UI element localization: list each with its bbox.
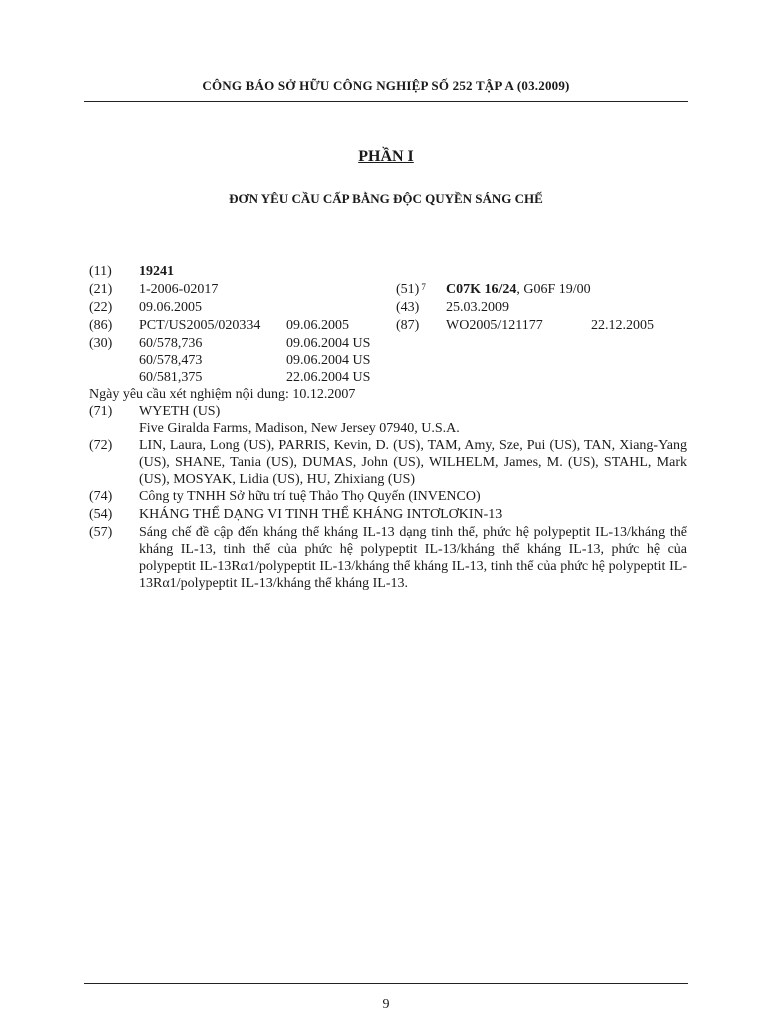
footer-divider	[84, 983, 688, 984]
field-74-code: (74)	[89, 489, 113, 504]
field-51-code-text: (51)	[396, 282, 420, 297]
field-43-value: 25.03.2009	[446, 300, 509, 315]
field-51-value	[446, 281, 591, 298]
field-87-date: 22.12.2005	[591, 318, 654, 333]
field-72-code: (72)	[89, 438, 113, 453]
inventors-list: LIN, Laura, Long (US), PARRIS, Kevin, D. (US), TAM, Amy, Sze, Pui (US), TAN, Xiang-Yang (US), SHANE, Tania (US), DUMAS, John (US), WILHELM, James, M. (US), STAHL, Mark (US), MOSYAK, Lidia (US), HU, Zhixiang (US)	[139, 438, 687, 487]
priority-number: 60/578,473	[139, 353, 203, 368]
applicant-address: Five Giralda Farms, Madison, New Jersey 07940, U.S.A.	[139, 421, 460, 436]
field-54-code: (54)	[89, 507, 113, 522]
field-86-date: 09.06.2005	[286, 318, 349, 333]
abstract-text: Sáng chế đề cập đến kháng thể kháng IL-13 dạng tinh thể, phức hệ polypeptit IL-13/kháng thể kháng IL-13, tinh thể của phức hệ polypeptit IL-13/kháng thể kháng IL-13, phức hệ của polypeptit IL-13Rα1/polypeptit IL-13/kháng thể kháng IL-13, tinh thể của phức hệ polypeptit IL-13Rα1/polypeptit IL-13/kháng thể kháng IL-13.	[139, 525, 687, 591]
priority-number: 60/578,736	[139, 336, 203, 351]
field-51-edition: 7	[421, 282, 426, 292]
field-86-value: PCT/US2005/020334	[139, 318, 261, 333]
patent-agent: Công ty TNHH Sở hữu trí tuệ Thảo Thọ Quyến (INVENCO)	[139, 489, 481, 504]
field-87-code: (87)	[396, 318, 420, 333]
priority-date: 09.06.2004 US	[286, 336, 371, 351]
invention-title: KHÁNG THỂ DẠNG VI TINH THỂ KHÁNG INTƠLƠKIN-13	[139, 507, 503, 522]
header-divider	[84, 101, 688, 102]
field-71-code: (71)	[89, 404, 113, 419]
field-22-value: 09.06.2005	[139, 300, 202, 315]
exam-request-date: Ngày yêu cầu xét nghiệm nội dung: 10.12.2007	[89, 387, 356, 402]
field-51-code	[396, 281, 426, 298]
field-21-value: 1-2006-02017	[139, 282, 219, 297]
applicant-name: WYETH (US)	[139, 404, 221, 419]
field-51-other-class: , G06F 19/00	[516, 282, 591, 297]
field-11-code: (11)	[89, 264, 112, 279]
field-22-code: (22)	[89, 300, 113, 315]
priority-date: 22.06.2004 US	[286, 370, 371, 385]
field-11-value: 19241	[139, 264, 174, 279]
priority-date: 09.06.2004 US	[286, 353, 371, 368]
field-21-code: (21)	[89, 282, 113, 297]
field-30-code: (30)	[89, 336, 113, 351]
priority-number: 60/581,375	[139, 370, 203, 385]
section-title: ĐƠN YÊU CẦU CẤP BẰNG ĐỘC QUYỀN SÁNG CHẾ	[229, 191, 543, 206]
field-87-value: WO2005/121177	[446, 318, 543, 333]
field-57-code: (57)	[89, 525, 113, 540]
part-title: PHẦN I	[358, 148, 414, 165]
field-43-code: (43)	[396, 300, 420, 315]
bulletin-title: CÔNG BÁO SỞ HỮU CÔNG NGHIỆP SỐ 252 TẬP A (03.2009)	[202, 78, 570, 93]
field-86-code: (86)	[89, 318, 113, 333]
page-number: 9	[382, 997, 390, 1012]
field-51-main-class: C07K 16/24	[446, 282, 517, 297]
